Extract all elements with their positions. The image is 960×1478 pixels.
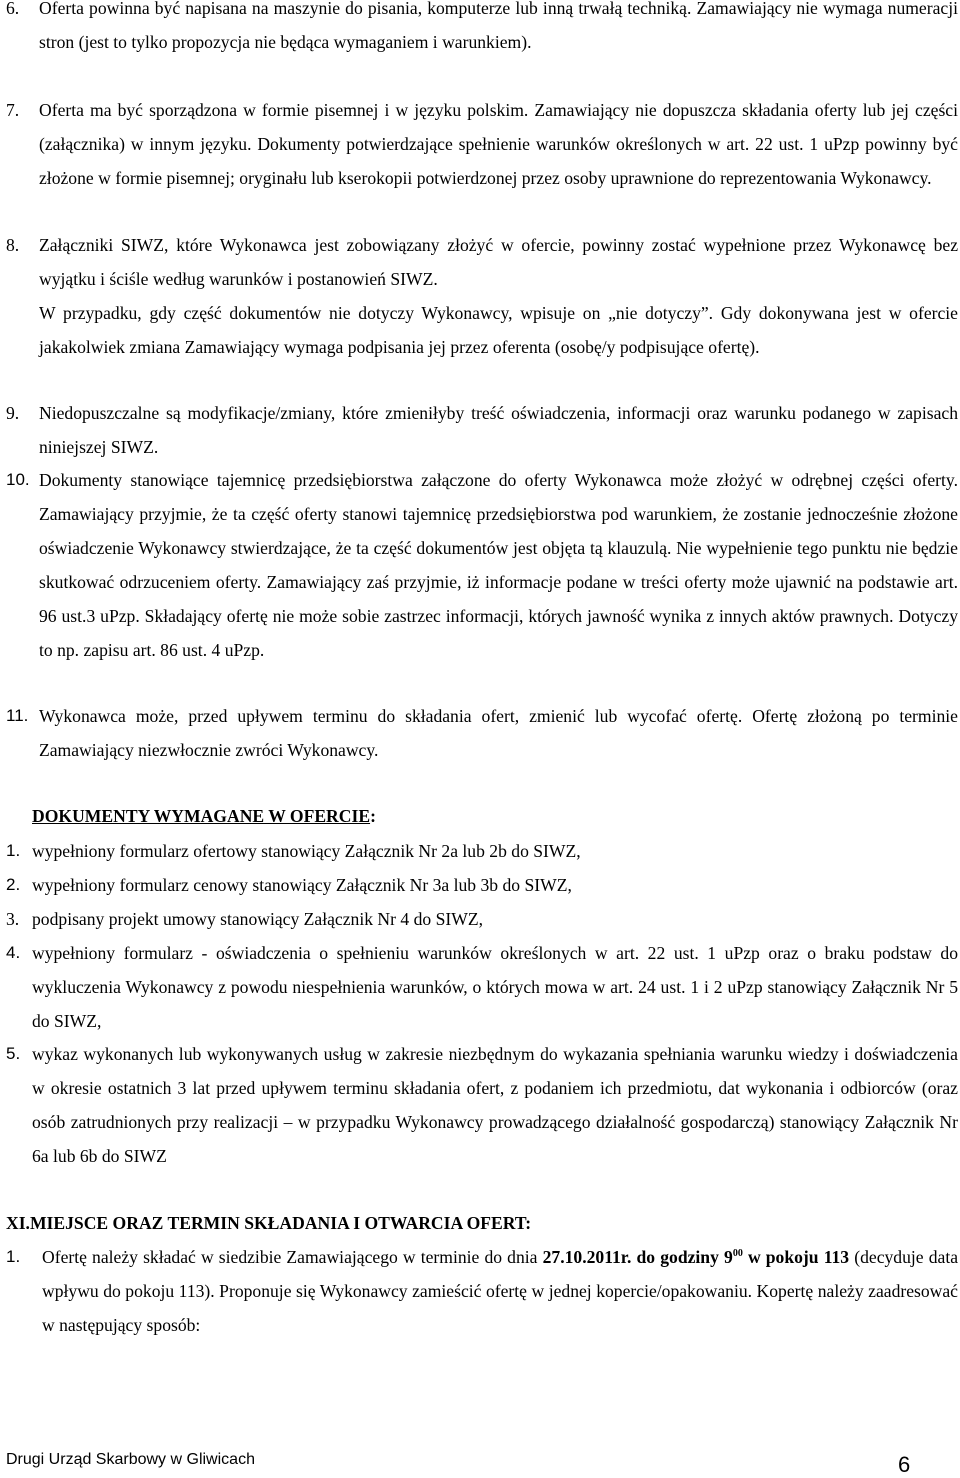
item-text: wykaz wykonanych lub wykonywanych usług w zakresie niezbędnym do wykazania spełniania warunku wiedzy i doświadczenia w okresie ostatnich 3 lat przed upływem terminu składania ofert, z podaniem ich przedmiotu, dat wykonania i odbiorców (oraz osób zatrudnionych przy realizacji – w przypadku Wykonawcy prowadzącego działalność gospodarczą) stanowiący Załącznik Nr 6a lub 6b do SIWZ [32,1044,958,1166]
item-text: Oferta powinna być napisana na maszynie do pisania, komputerze lub inną trwałą techniką. Zamawiający nie wymaga numeracji stron (jest to tylko propozycja nie będąca wymaganiem i warunkiem). [39,0,958,52]
footer-office: Drugi Urząd Skarbowy w Gliwicach [6,1451,255,1468]
text-run: (decyduje data wpływu do pokoju 113). Proponuje się Wykonawcy zamieścić ofertę w jednej kopercie/opakowaniu. Kopertę należy zaadresować w następujący sposób: [42,1247,959,1335]
item-number: 6. [6,0,20,18]
deadline-date: 27.10.2011r. [542,1247,632,1267]
deadline-hour: do godziny 9 [631,1247,733,1267]
item-text: Oferta ma być sporządzona w formie pisemnej i w języku polskim. Zamawiający nie dopuszcza składania oferty lub jej części (załącznika) w innym języku. Dokumenty potwierdzające spełnienie warunków określonych w art. 22 ust. 1 uPzp powinny być złożone w formie pisemnej; oryginału lub kserokopii potwierdzonej przez osoby uprawnione do reprezentowania Wykonawcy. [39,100,958,188]
room-number: w pokoju 113 [747,1247,850,1267]
item-number: 9. [6,403,20,423]
text-run: Ofertę należy składać w siedzibie Zamawiającego w terminie do dnia [42,1247,543,1267]
deadline-minutes: 00 [732,1248,743,1260]
item-text: Niedopuszczalne są modyfikacje/zmiany, które zmieniłyby treść oświadczenia, informacji oraz warunku podanego w zapisach niniejszej SIWZ. [39,403,958,457]
item-paragraph: W przypadku, gdy część dokumentów nie dotyczy Wykonawcy, wpisuje on „nie dotyczy”. Gdy dokonywana jest w ofercie jakakolwiek zmiana Zamawiający wymaga podpisania jej przez oferenta (osobę/y podpisujące ofertę). [39,303,958,357]
item-number: 1. [6,841,21,860]
item-number: 10. [6,470,30,489]
section-heading [32,799,376,833]
item-number: 7. [6,100,20,120]
page-number: 6 [898,1452,911,1477]
item-text [42,1240,958,1342]
section-heading: XI.MIEJSCE ORAZ TERMIN SKŁADANIA I OTWARCIA OFERT: [6,1213,532,1233]
item-number: 2. [6,875,21,894]
item-number: 1. [6,1247,21,1266]
item-text: podpisany projekt umowy stanowiący Załącznik Nr 4 do SIWZ, [32,909,483,929]
item-number: 4. [6,943,21,962]
item-text: wypełniony formularz - oświadczenia o spełnieniu warunków określonych w art. 22 ust. 1 uPzp oraz o braku podstaw do wykluczenia Wykonawcy z powodu niespełnienia warunków, o których mowa w art. 24 ust. 1 i 2 uPzp stanowiący Załącznik Nr 5 do SIWZ, [32,943,958,1031]
item-text [39,228,958,364]
item-text: Wykonawca może, przed upływem terminu do składania ofert, zmienić lub wycofać ofertę. Ofertę złożoną po terminie Zamawiający niezwłocznie zwróci Wykonawcy. [39,706,958,760]
item-number: 11. [6,706,29,725]
item-text: wypełniony formularz cenowy stanowiący Załącznik Nr 3a lub 3b do SIWZ, [32,875,572,895]
item-text: Dokumenty stanowiące tajemnicę przedsiębiorstwa załączone do oferty Wykonawca może złożyć w odrębnej części oferty. Zamawiający przyjmie, że ta część oferty stanowi tajemnicę przedsiębiorstwa pod warunkiem, że zostanie jednocześnie złożone oświadczenie Wykonawcy stwierdzające, że ta część dokumentów jest objęta tą klauzulą. Nie wypełnienie tego punktu nie będzie skutkować odrzuceniem oferty. Zamawiający zaś przyjmie, iż informacje podane w treści oferty może ujawnić na podstawie art. 96 ust.3 uPzp. Składający ofertę nie może sobie zastrzec informacji, których jawność wynika z innych aktów prawnych. Dotyczy to np. zapisu art. 86 ust. 4 uPzp. [39,470,958,660]
heading-colon: : [370,806,376,826]
heading-text: DOKUMENTY WYMAGANE W OFERCIE [32,806,371,826]
item-text: wypełniony formularz ofertowy stanowiący Załącznik Nr 2a lub 2b do SIWZ, [32,841,581,861]
item-paragraph: Załączniki SIWZ, które Wykonawca jest zobowiązany złożyć w ofercie, powinny zostać wypełnione przez Wykonawcę bez wyjątku i ściśle według warunków i postanowień SIWZ. [39,235,958,289]
item-number: 5. [6,1044,21,1063]
item-number: 8. [6,235,20,255]
item-number: 3. [6,909,20,929]
